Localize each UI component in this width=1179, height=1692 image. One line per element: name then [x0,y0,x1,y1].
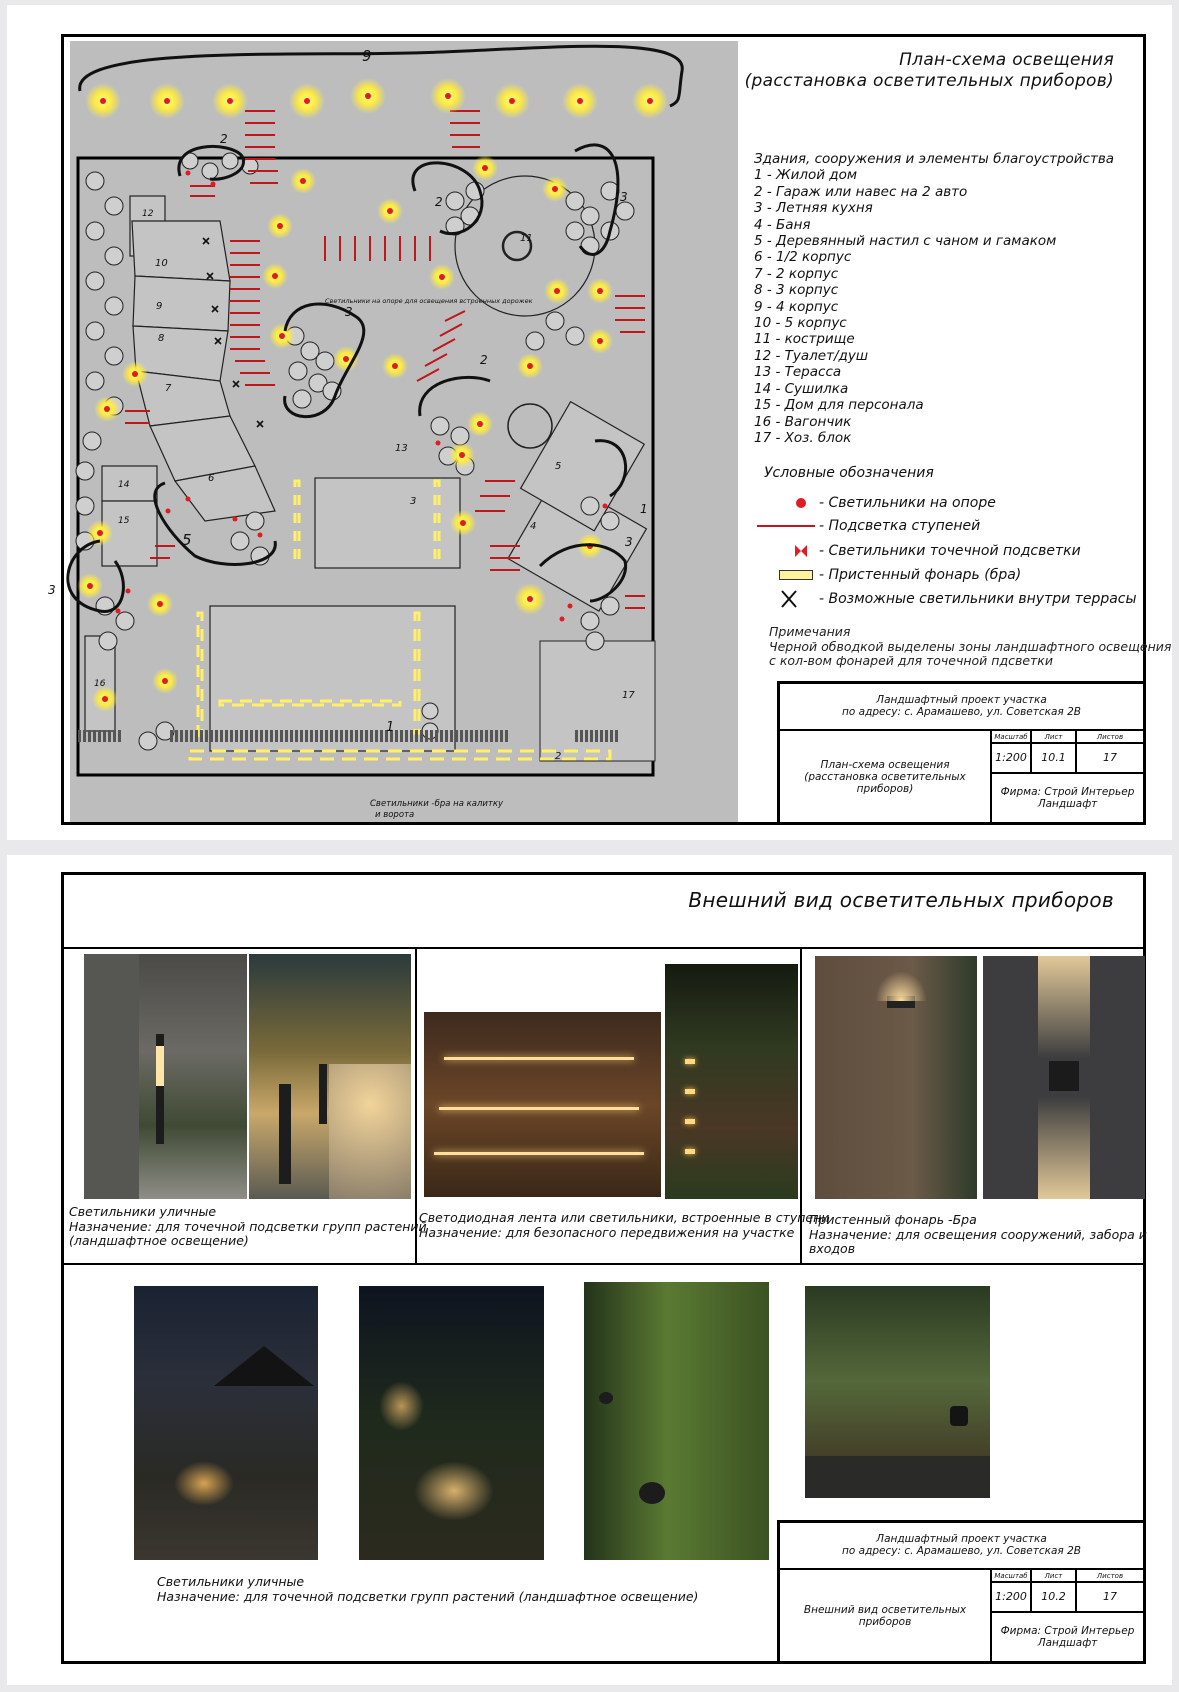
svg-text:3: 3 [620,190,628,204]
svg-text:12: 12 [142,209,154,219]
symbol-row: - Подсветка ступеней [757,515,1157,537]
legend-item: 17 - Хоз. блок [754,429,852,446]
svg-text:2: 2 [480,353,488,367]
photo-wall-lamp-updown [983,956,1145,1199]
legend-title: Здания, сооружения и элементы благоустройства [754,151,1115,167]
notes: Примечания Черной обводкой выделены зоны ландшафтного освещения с кол-вом фонарей для точечной пдсветки [769,624,1172,668]
caption-street-lamps-2: Светильники уличные Назначение: для точечной подсветки групп растений (ландшафтное освещение) [157,1574,699,1604]
svg-text:2: 2 [220,132,228,146]
svg-text:17: 17 [622,690,635,701]
symbols-title: Условные обозначения [764,465,934,481]
legend-item: 9 - 4 корпус [754,298,839,315]
photo-spot-hedge [584,1282,769,1560]
legend-item: 5 - Деревянный настил с чаном и гамаком [754,233,1057,250]
cross-icon [757,588,815,610]
photo-house-uplight [134,1286,318,1560]
photo-wall-lamp-wood [815,956,977,1199]
svg-text:3: 3 [410,496,417,507]
svg-text:5: 5 [182,531,192,549]
title-line: План-схема освещения [899,50,1114,70]
legend-item: 2 - Гараж или навес на 2 авто [754,183,968,200]
sheet-title [745,50,1114,92]
svg-text:и ворота: и ворота [375,810,415,820]
svg-text:14: 14 [118,480,130,490]
legend-item: 3 - Летняя кухня [754,200,873,217]
legend-item: 1 - Жилой дом [754,167,858,184]
title-block: Ландшафтный проект участка по адресу: с. Арамашево, ул. Советская 2В Внешний вид осветительных приборов Масштаб Лист Листов 1:200 10.2 17 Фирма: Строй Интерьер Ландшафт [777,1520,1146,1664]
photo-led-steps [424,1012,661,1197]
sheet-lighting-plan [7,5,1172,840]
svg-text:9: 9 [156,301,163,312]
svg-text:Светильники на опоре для освещ: Светильники на опоре для освещения встроенных дорожек [325,297,533,305]
photo-bollard-path [249,954,411,1199]
symbol-row: - Светильники на опоре [757,492,1157,514]
legend-list [754,167,1134,446]
svg-text:Светильники -бра на калитку: Светильники -бра на калитку [370,799,504,809]
caption-step-lights: Светодиодная лента или светильники, встроенные в ступени Назначение: для безопасного передвижения на участке [419,1210,830,1240]
svg-text:6: 6 [208,473,215,484]
legend-item: 7 - 2 корпус [754,265,839,282]
red-line-icon [757,525,815,527]
site-plan-drawing [48,41,738,822]
photo-step-lights [665,964,798,1199]
photo-garden-path [359,1286,544,1560]
title-line: (расстановка осветительных приборов) [744,71,1114,91]
svg-text:1: 1 [640,502,648,516]
legend-item: 12 - Туалет/душ [754,347,869,364]
legend-item: 14 - Сушилка [754,380,849,397]
svg-text:7: 7 [165,383,172,394]
dryer-14 [102,466,157,501]
photo-spot-planter [805,1286,990,1498]
bowtie-lamp-icon [757,540,815,562]
sheet-lamp-appearance [7,855,1172,1685]
svg-text:10: 10 [155,258,168,269]
svg-text:11: 11 [520,233,533,244]
legend-item: 15 - Дом для персонала [754,397,924,414]
title-block: Ландшафтный проект участка по адресу: с. Арамашево, ул. Советская 2В План-схема освещения (расстановка осветительных приборов) Масштаб Лист Листов 1:200 10.1 17 Фирма: Строй Интерьер Ландшафт [777,681,1146,825]
zone-label: 9 [362,47,372,65]
svg-text:13: 13 [395,443,408,454]
legend-item: 13 - Терасса [754,364,842,381]
symbol-row: - Возможные светильники внутри террасы [757,588,1157,610]
legend-item: 4 - Баня [754,216,811,233]
svg-text:15: 15 [118,516,130,526]
legend-item: 6 - 1/2 корпус [754,249,852,266]
svg-text:2: 2 [555,751,562,762]
buildings-legend [754,151,1134,446]
svg-text:5: 5 [555,461,562,472]
svg-text:3: 3 [48,583,56,597]
yellow-rect-icon [779,570,813,580]
shed-17 [540,641,655,761]
legend-item: 11 - кострище [754,331,855,348]
caption-wall-lamp: Пристенный фонарь -Бра Назначение: для освещения сооружений, забора и входов [809,1212,1147,1256]
svg-text:1: 1 [386,720,395,735]
svg-text:2: 2 [435,195,443,209]
svg-text:16: 16 [94,679,106,689]
sheet-title: Внешний вид осветительных приборов [688,888,1114,912]
svg-text:8: 8 [158,333,165,344]
symbol-row: - Пристенный фонарь (бра) [757,564,1157,586]
svg-text:3: 3 [625,535,633,549]
legend-item: 10 - 5 корпус [754,315,847,332]
svg-text:4: 4 [530,521,537,532]
legend-item: 16 - Вагончик [754,413,852,430]
photo-bollard-lamp [84,954,247,1199]
symbol-row: - Светильники точечной подсветки [757,540,1157,562]
svg-text:3: 3 [345,305,353,319]
red-dot-icon [796,498,806,508]
legend-item: 8 - 3 корпус [754,282,839,299]
caption-street-lamps: Светильники уличные Назначение: для точечной подсветки групп растений (ландшафтное освещение) [69,1204,427,1248]
